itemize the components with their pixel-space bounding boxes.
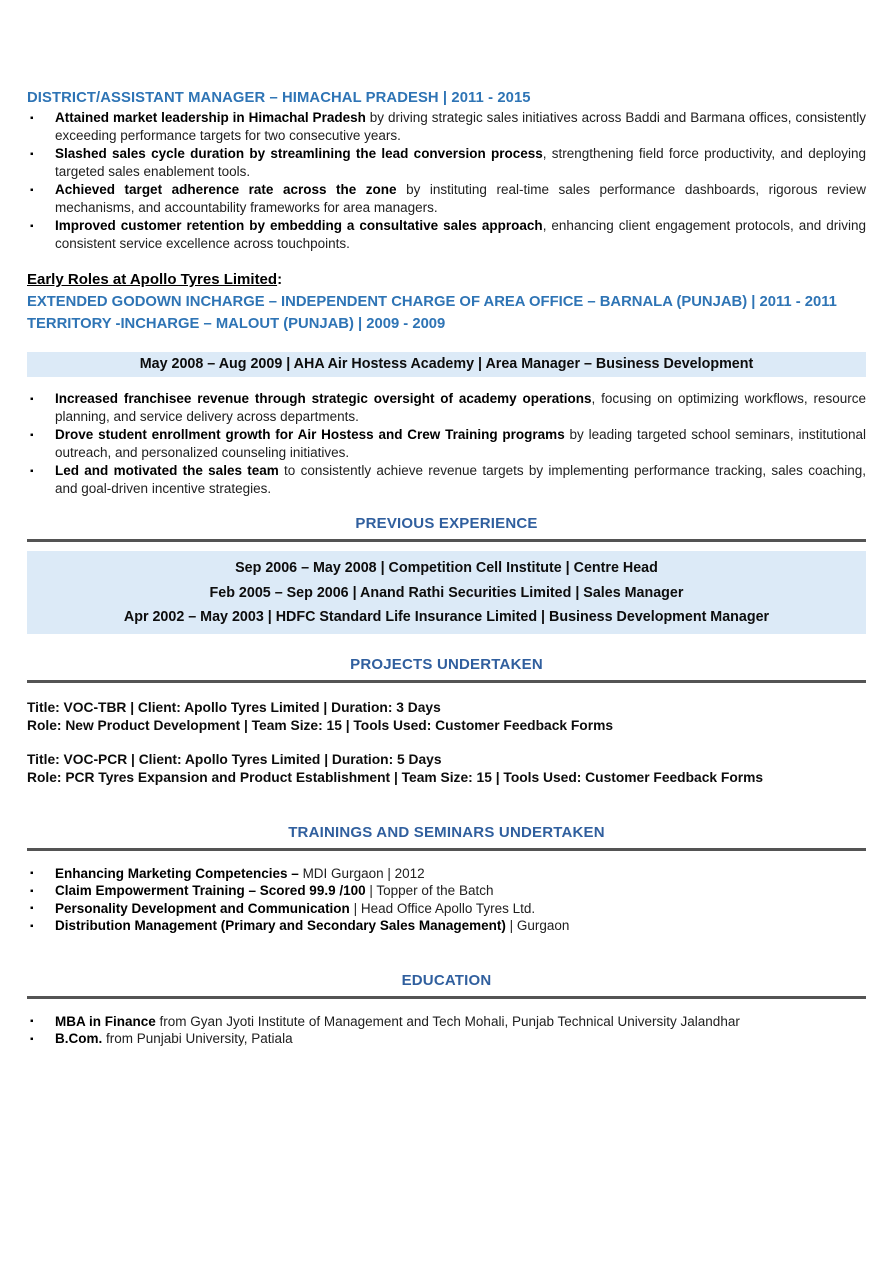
training-rest-text: | Head Office Apollo Tyres Ltd. <box>349 900 536 916</box>
training-item <box>27 900 866 918</box>
training-item <box>27 865 866 883</box>
training-rest-text: MDI Gurgaon | 2012 <box>298 865 425 881</box>
training-bold-text: Claim Empowerment Training – Scored 99.9 /100 <box>55 883 366 899</box>
experience-entry: Sep 2006 – May 2008 | Competition Cell Institute | Centre Head <box>235 560 658 576</box>
bullet-item <box>27 181 866 217</box>
education-list <box>27 1013 866 1048</box>
square-bullet-icon: ▪ <box>30 903 34 915</box>
education-rest-text: from Gyan Jyoti Institute of Management and Tech Mohali, Punjab Technical University Jalandhar <box>155 1013 740 1029</box>
role-heading-himachal: DISTRICT/ASSISTANT MANAGER – HIMACHAL PRADESH | 2011 - 2015 <box>27 90 531 106</box>
square-bullet-icon: ▪ <box>30 465 34 477</box>
bullet-bold-text: Drove student enrollment growth for Air Hostess and Crew Training programs <box>55 427 565 442</box>
previous-experience-banner <box>27 551 866 634</box>
himachal-bullet-list <box>27 109 866 253</box>
aha-bullet-list <box>27 390 866 498</box>
early-roles-heading-text: Early Roles at Apollo Tyres Limited <box>27 271 278 288</box>
experience-banner-aha: May 2008 – Aug 2009 | AHA Air Hostess Academy | Area Manager – Business Development <box>27 352 866 377</box>
bullet-item <box>27 109 866 145</box>
square-bullet-icon: ▪ <box>30 429 34 441</box>
section-heading-trainings: TRAININGS AND SEMINARS UNDERTAKEN <box>27 823 866 851</box>
square-bullet-icon: ▪ <box>30 1033 34 1045</box>
education-rest-text: from Punjabi University, Patiala <box>102 1031 293 1047</box>
education-bold-text: B.Com. <box>55 1031 103 1047</box>
project-title-line: Title: VOC-PCR | Client: Apollo Tyres Limited | Duration: 5 Days <box>27 751 442 767</box>
education-item <box>27 1013 866 1031</box>
square-bullet-icon: ▪ <box>30 220 34 232</box>
early-roles-list <box>27 292 866 335</box>
section-heading-education: EDUCATION <box>27 971 866 999</box>
trainings-list <box>27 865 866 935</box>
education-bold-text: MBA in Finance <box>55 1013 156 1029</box>
square-bullet-icon: ▪ <box>30 868 34 879</box>
bullet-rest-text: , enhancing client engagement protocols, and driving consistent service excellence across touchpoints. <box>55 218 866 251</box>
training-bold-text: Enhancing Marketing Competencies – <box>55 865 299 881</box>
training-item <box>27 917 866 935</box>
bullet-rest-text: , strengthening field force productivity, and deploying targeted sales enablement tools. <box>55 146 866 179</box>
bullet-rest-text: by driving strategic sales initiatives across Baddi and Barmana offices, consistently exceeding performance targets for two consecutive years. <box>55 110 866 143</box>
bullet-item <box>27 390 866 426</box>
bullet-rest-text: to consistently achieve revenue targets by implementing performance tracking, sales coaching, and goal-driven incentive strategies. <box>55 463 866 496</box>
section-heading-projects: PROJECTS UNDERTAKEN <box>27 655 866 683</box>
early-roles-heading-colon: : <box>277 271 283 288</box>
bullet-bold-text: Improved customer retention by embedding a consultative sales approach <box>55 218 543 233</box>
project-title-line: Title: VOC-TBR | Client: Apollo Tyres Limited | Duration: 3 Days <box>27 699 441 715</box>
square-bullet-icon: ▪ <box>30 393 34 405</box>
section-heading-previous-experience: PREVIOUS EXPERIENCE <box>27 514 866 542</box>
square-bullet-icon: ▪ <box>30 148 34 160</box>
training-item <box>27 882 866 900</box>
training-rest-text: | Gurgaon <box>505 918 570 934</box>
bullet-bold-text: Increased franchisee revenue through strategic oversight of academy operations <box>55 391 592 406</box>
bullet-item <box>27 426 866 462</box>
project-block <box>27 699 866 735</box>
bullet-rest-text: by leading targeted school seminars, institutional outreach, and personalized counseling initiatives. <box>55 427 866 460</box>
education-item <box>27 1030 866 1048</box>
training-bold-text: Distribution Management (Primary and Secondary Sales Management) <box>55 918 506 934</box>
bullet-item <box>27 217 866 253</box>
early-role-line: EXTENDED GODOWN INCHARGE – INDEPENDENT CHARGE OF AREA OFFICE – BARNALA (PUNJAB) | 2011 - 2011 <box>27 294 837 310</box>
bullet-bold-text: Attained market leadership in Himachal Pradesh <box>55 110 366 125</box>
training-bold-text: Personality Development and Communication <box>55 900 350 916</box>
early-role-line: TERRITORY -INCHARGE – MALOUT (PUNJAB) | 2009 - 2009 <box>27 315 446 332</box>
early-roles-heading <box>27 270 866 289</box>
project-block <box>27 751 866 787</box>
training-rest-text: | Topper of the Batch <box>365 883 494 899</box>
square-bullet-icon: ▪ <box>30 1016 34 1028</box>
bullet-item <box>27 145 866 181</box>
project-role-line: Role: PCR Tyres Expansion and Product Establishment | Team Size: 15 | Tools Used: Customer Feedback Forms <box>27 769 764 785</box>
square-bullet-icon: ▪ <box>30 920 34 932</box>
bullet-rest-text: by instituting real-time sales performance dashboards, rigorous review mechanisms, and accountability frameworks for area managers. <box>55 182 866 215</box>
square-bullet-icon: ▪ <box>30 184 34 196</box>
bullet-bold-text: Slashed sales cycle duration by streamlining the lead conversion process <box>55 146 543 161</box>
bullet-rest-text: , focusing on optimizing workflows, resource planning, and service delivery across departments. <box>55 391 866 424</box>
square-bullet-icon: ▪ <box>30 885 34 897</box>
bullet-item <box>27 462 866 498</box>
bullet-bold-text: Achieved target adherence rate across the zone <box>55 182 397 197</box>
project-role-line: Role: New Product Development | Team Size: 15 | Tools Used: Customer Feedback Forms <box>27 717 614 733</box>
experience-entry: Feb 2005 – Sep 2006 | Anand Rathi Securities Limited | Sales Manager <box>209 584 684 601</box>
bullet-bold-text: Led and motivated the sales team <box>55 463 279 478</box>
square-bullet-icon: ▪ <box>30 112 34 124</box>
experience-entry: Apr 2002 – May 2003 | HDFC Standard Life Insurance Limited | Business Development Manager <box>123 609 770 625</box>
